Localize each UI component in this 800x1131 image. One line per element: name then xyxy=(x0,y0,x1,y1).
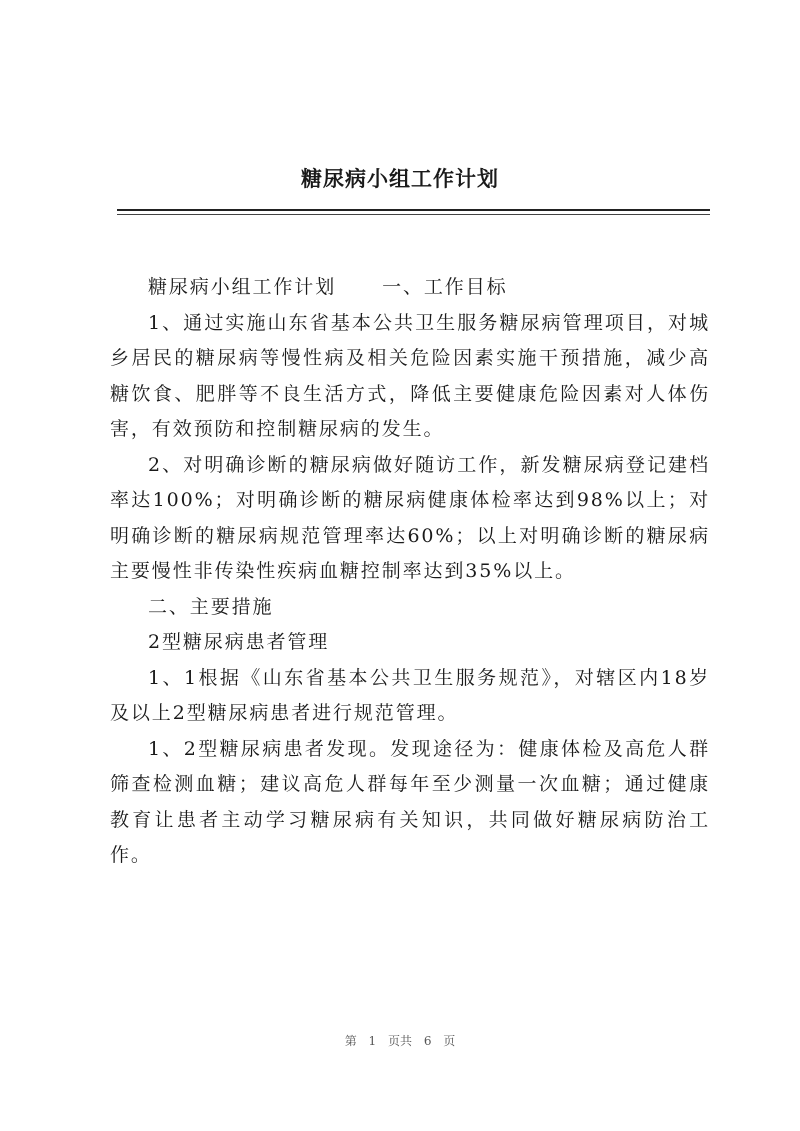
paragraph-measure-1: 1、1根据《山东省基本公共卫生服务规范》，对辖区内18岁及以上2型糖尿病患者进行规范管理。 xyxy=(110,666,710,724)
section2-heading: 二、主要措施 xyxy=(148,595,274,618)
title-rule-thin xyxy=(117,214,710,215)
section1-heading: 一、工作目标 xyxy=(382,276,508,298)
document-body xyxy=(110,270,710,874)
paragraph-goal-1: 1、通过实施山东省基本公共卫生服务糖尿病管理项目，对城乡居民的糖尿病等慢性病及相关危险因素实施干预措施，减少高糖饮食、肥胖等不良生活方式，降低主要健康危险因素对人体伤害，有效预防和控制糖尿病的发生。 xyxy=(110,311,710,440)
intro-line xyxy=(110,270,710,306)
intro-heading: 糖尿病小组工作计划 xyxy=(148,276,337,298)
paragraph-measure-2: 1、2型糖尿病患者发现。发现途径为：健康体检及高危人群筛查检测血糖；建议高危人群每年至少测量一次血糖；通过健康教育让患者主动学习糖尿病有关知识，共同做好糖尿病防治工作。 xyxy=(110,737,710,866)
document-title: 糖尿病小组工作计划 xyxy=(301,166,499,191)
page-number-footer: 第 1 页共 6 页 xyxy=(344,1034,456,1048)
paragraph-goal-2: 2、对明确诊断的糖尿病做好随访工作，新发糖尿病登记建档率达100%；对明确诊断的糖尿病健康体检率达到98%以上；对明确诊断的糖尿病规范管理率达60%；以上对明确诊断的糖尿病主要慢性非传染性疾病血糖控制率达到35%以上。 xyxy=(110,453,710,582)
subsection-heading: 2型糖尿病患者管理 xyxy=(148,631,330,653)
title-rule xyxy=(117,209,710,211)
